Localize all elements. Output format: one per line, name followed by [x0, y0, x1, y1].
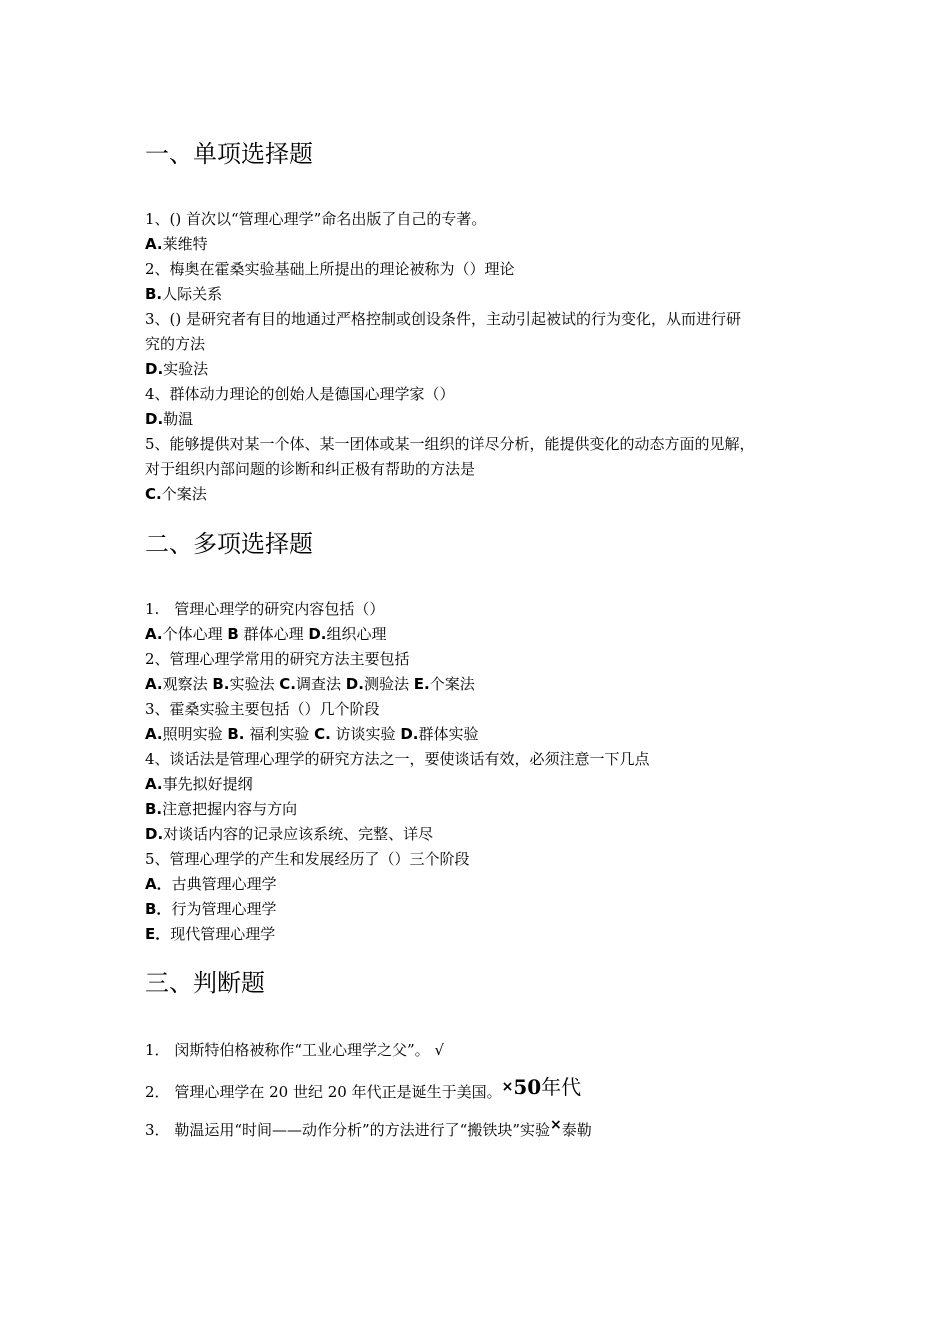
- judgement-3: [145, 1114, 592, 1141]
- answer-text: 测验法: [363, 675, 414, 693]
- correction-text: 泰勒: [561, 1121, 592, 1139]
- answer-text: 实验法: [229, 675, 280, 693]
- answer-1-1: [145, 233, 208, 255]
- question-1-5-line-2: 对于组织内部问题的诊断和纠正极有帮助的方法是: [145, 460, 476, 478]
- answer-2-4-1: [145, 773, 253, 795]
- question-2-2: 2、管理心理学常用的研究方法主要包括: [145, 650, 410, 668]
- question-1-3-line-1: 3、() 是研究者有目的地通过严格控制或创设条件，主动引起被试的行为变化，从而进行研: [145, 310, 742, 328]
- judgement-text: 勒温运用“时间——动作分析”的方法进行了“搬铁块”实验: [174, 1121, 551, 1139]
- answer-letter: E．: [145, 925, 171, 943]
- answer-letter: A.: [145, 675, 163, 693]
- answer-1-5: [145, 483, 207, 505]
- correction-number: 50: [513, 1075, 542, 1099]
- question-2-3: 3、霍桑实验主要包括（）几个阶段: [145, 700, 380, 718]
- answer-text: 行为管理心理学: [171, 900, 277, 918]
- answer-1-3: [145, 358, 208, 380]
- question-2-1: 1. 管理心理学的研究内容包括（）: [145, 600, 385, 618]
- answer-text: 对谈话内容的记录应该系统、完整、详尽: [163, 825, 434, 843]
- answer-text: 勒温: [163, 410, 194, 428]
- question-1-4: 4、群体动力理论的创始人是德国心理学家（）: [145, 385, 455, 403]
- answer-text: 群体心理: [238, 625, 309, 643]
- question-2-4: 4、谈话法是管理心理学的研究方法之一，要使谈话有效，必须注意一下几点: [145, 750, 650, 768]
- answer-letter: B.: [145, 285, 163, 303]
- answer-text: 人际关系: [162, 285, 223, 303]
- answer-letter: B.: [227, 725, 245, 743]
- answer-text: 古典管理心理学: [171, 875, 277, 893]
- answer-text: 照明实验: [162, 725, 228, 743]
- correction-text: 年代: [541, 1075, 582, 1099]
- answer-text: 事先拟好提纲: [162, 775, 253, 793]
- question-1-2: 2、梅奥在霍桑实验基础上所提出的理论被称为（）理论: [145, 260, 515, 278]
- answer-letter: A.: [145, 775, 163, 793]
- answer-2-5-1: [145, 873, 277, 895]
- answer-letter: A．: [145, 875, 172, 893]
- section-title-single-choice: 一、单项选择题: [145, 140, 313, 168]
- answer-2-4-3: [145, 823, 433, 845]
- answer-letter: E.: [413, 675, 430, 693]
- answer-text: 群体实验: [418, 725, 479, 743]
- answer-text: 实验法: [163, 360, 209, 378]
- answer-text: 个案法: [161, 485, 207, 503]
- check-mark: √: [434, 1041, 445, 1059]
- answer-2-4-2: [145, 798, 297, 820]
- answer-2-5-2: [145, 898, 276, 920]
- judgement-number: 2．: [145, 1083, 170, 1101]
- judgement-2: [145, 1076, 581, 1103]
- answer-2-5-3: [145, 923, 275, 945]
- answer-letter: B: [227, 625, 239, 643]
- answer-letter: A.: [145, 235, 163, 253]
- answer-letter: B.: [212, 675, 230, 693]
- answer-letter: A.: [145, 725, 163, 743]
- answer-text: 注意把握内容与方向: [162, 800, 298, 818]
- cross-mark: ×: [501, 1079, 514, 1095]
- question-1-5-line-1: 5、能够提供对某一个体、某一团体或某一组织的详尽分析，能提供变化的动态方面的见解，: [145, 435, 755, 453]
- answer-letter: C.: [314, 725, 331, 743]
- judgement-1: [145, 1039, 444, 1061]
- answer-text: 个体心理: [162, 625, 228, 643]
- answer-letter: D.: [145, 825, 164, 843]
- answer-letter: A.: [145, 625, 163, 643]
- section-title-true-false: 三、判断题: [145, 969, 265, 997]
- question-1-1: 1、() 首次以“管理心理学”命名出版了自己的专著。: [145, 210, 487, 228]
- answer-letter: B．: [145, 900, 172, 918]
- cross-mark: ×: [550, 1117, 562, 1133]
- answer-text: 福利实验: [244, 725, 315, 743]
- answer-2-2: [145, 673, 475, 695]
- answer-letter: D.: [308, 625, 327, 643]
- answer-text: 现代管理心理学: [170, 925, 276, 943]
- answer-2-3: [145, 723, 479, 745]
- answer-letter: D.: [145, 360, 164, 378]
- answer-letter: C.: [279, 675, 297, 693]
- answer-letter: B.: [145, 800, 163, 818]
- answer-text: 访谈实验: [330, 725, 401, 743]
- answer-text: 调查法: [296, 675, 346, 693]
- answer-text: 观察法: [162, 675, 213, 693]
- answer-letter: D.: [400, 725, 419, 743]
- judgement-text: 闵斯特伯格被称作“工业心理学之父”。: [174, 1041, 430, 1059]
- judgement-number: 1．: [145, 1041, 170, 1059]
- question-2-5: 5、管理心理学的产生和发展经历了（）三个阶段: [145, 850, 470, 868]
- judgement-number: 3．: [145, 1121, 170, 1139]
- section-title-multiple-choice: 二、多项选择题: [145, 530, 313, 558]
- answer-text: 组织心理: [326, 625, 387, 643]
- answer-letter: D.: [145, 410, 164, 428]
- answer-text: 个案法: [429, 675, 475, 693]
- judgement-text: 管理心理学在 20 世纪 20 年代正是诞生于美国。: [174, 1083, 502, 1101]
- answer-letter: D.: [345, 675, 364, 693]
- question-1-3-line-2: 究的方法: [145, 335, 206, 353]
- answer-text: 莱维特: [162, 235, 208, 253]
- answer-1-2: [145, 283, 222, 305]
- answer-1-4: [145, 408, 193, 430]
- answer-2-1: [145, 623, 387, 645]
- answer-letter: C.: [145, 485, 162, 503]
